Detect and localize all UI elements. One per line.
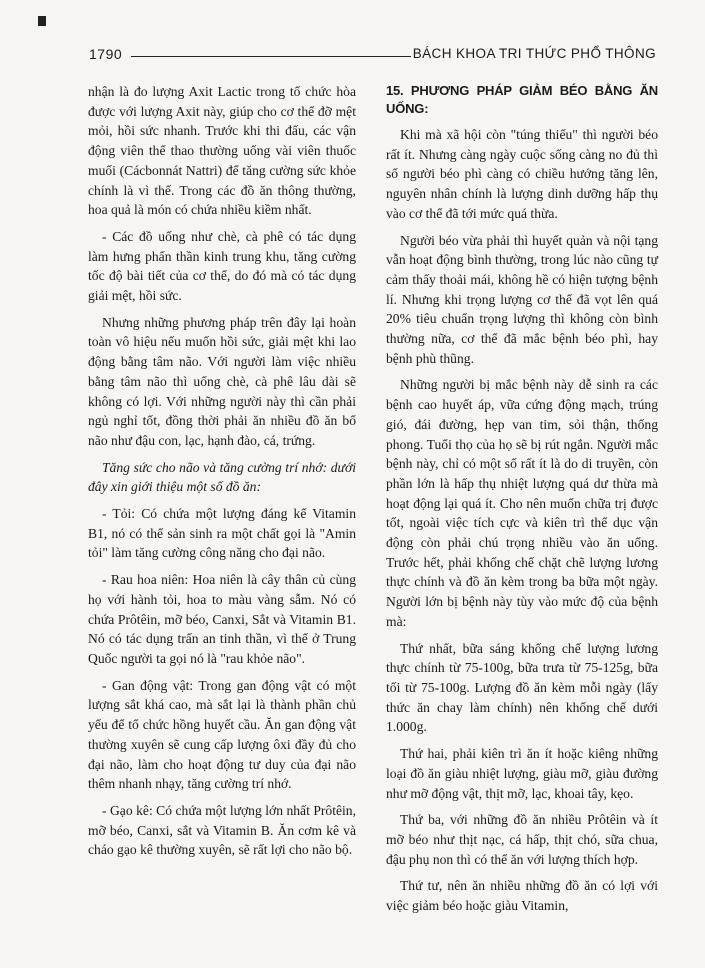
paragraph: Những người bị mắc bệnh này dễ sinh ra các bệnh cao huyết áp, vữa cứng động mạch, trúng gió, đái đường, hẹp van tim, sỏi thận, thống phong. Tuổi thọ của họ sẽ bị rút ngắn. Người mắc bệnh này, chỉ có một số rất ít là do di truyền, còn phần lớn là hấp thụ nhiệt lượng quá dư thừa mà hoạt động lại quá ít. Cho nên muốn chữa trị được tốt, ngoài việc tích cực và kiên trì thể dục vận động còn phải chú trọng nhiều vào ăn uống. Trước hết, phải khống chế chặt chẽ lượng lương thực chính và đồ ăn kèm trong ba bữa một ngày. Người lớn bị bệnh này tùy vào mức độ của bệnh mà: bbox=[386, 377, 658, 629]
paragraph: Thứ nhất, bữa sáng khống chế lượng lương thực chính từ 75-100g, bữa trưa từ 75-125g, bữa tối từ 75-100g. Lượng đồ ăn kèm mỗi ngày (lấy thức ăn chay làm chính) nên khống chế dưới 1.000g. bbox=[386, 640, 658, 735]
paragraph: - Rau hoa niên: Hoa niên là cây thân củ cùng họ với hành tỏi, hoa to màu vàng sẫm. Nó có chứa Prôtêin, mỡ béo, Canxi, Sắt và Vitamin B1. Nó có tác dụng trấn an tinh thần, vì thế ở Trung Quốc người ta gọi nó là "rau khỏe não". bbox=[88, 572, 356, 666]
running-title: BÁCH KHOA TRI THỨC PHỔ THÔNG bbox=[412, 46, 656, 61]
paragraph: Nhưng những phương pháp trên đây lại hoàn toàn vô hiệu nếu muốn hồi sức, giải mệt khi lao động bằng tâm não. Với người làm việc nhiều bằng tâm não thì uống chè, cà phê lâu dài sẽ không có lợi. Với những người này thì cần phải ngủ nghỉ tốt, đồng thời phải ăn nhiều đồ ăn bổ não như đậu con, lạc, hạnh đào, cá, trứng. bbox=[88, 314, 356, 448]
paragraph: - Các đồ uống như chè, cà phê có tác dụng làm hưng phấn thần kinh trung khu, tăng cường tốc độ bài tiết của cơ thể, do đó mà có tác dụng giải mệt, hồi sức. bbox=[88, 228, 356, 304]
paragraph-italic-intro: Tăng sức cho não và tăng cường trí nhớ: dưới đây xin giới thiệu một số đồ ăn: bbox=[88, 459, 356, 495]
paragraph: Thứ hai, phải kiên trì ăn ít hoặc kiêng những loại đồ ăn giàu nhiệt lượng, giàu mỡ, giàu đường như mỡ động vật, thịt mỡ, lạc, khoai tây, kẹo. bbox=[386, 746, 658, 801]
paragraph: - Gạo kê: Có chứa một lượng lớn nhất Prôtêin, mỡ béo, Canxi, sắt và Vitamin B. Ăn cơm kê và cháo gạo kê thường xuyên, sẽ rất lợi cho não bộ. bbox=[88, 802, 356, 858]
paragraph: Thứ ba, với những đồ ăn nhiều Prôtêin và ít mỡ béo như thịt nạc, cá hấp, thịt chó, sữa chua, đậu phụ non thì có thể ăn với lượng thích hợp. bbox=[386, 812, 658, 867]
corner-mark bbox=[38, 16, 46, 26]
page-header bbox=[89, 46, 656, 68]
paragraph: nhận là đo lượng Axit Lactic trong tổ chức hòa được với lượng Axit này, giúp cho cơ thể đỡ mệt mỏi, hồi sức nhanh. Trước khi thi đấu, các vận động viên thể thao thường uống vài viên thuốc muối (Cácbonnát Nattri) để tăng cường sức khỏe chính là vì thế. Trong các đồ ăn thông thường, hoa quả là món có chứa nhiều kiềm nhất. bbox=[88, 84, 356, 218]
paragraph: - Tỏi: Có chứa một lượng đáng kể Vitamin B1, nó có thể sản sinh ra một chất gọi là "Amin tỏi" làm tăng cường công năng cho đại não. bbox=[88, 506, 356, 561]
paragraph: - Gan động vật: Trong gan động vật có một lượng sắt khá cao, mà sắt lại là thành phần chủ yếu để tổ chức hồng huyết cầu. Ăn gan động vật thường xuyên sẽ cung cấp lượng ôxi đầy đủ cho đại não, làm cho hoạt động tư duy của đại não thêm nhanh nhạy, tăng cường trí nhớ. bbox=[88, 677, 356, 792]
left-column bbox=[88, 82, 356, 867]
paragraph: Khi mà xã hội còn "túng thiếu" thì người béo rất ít. Nhưng càng ngày cuộc sống càng no đủ thì số người béo phì càng có chiều hướng tăng lên, nguyên nhân chính là lượng dinh dưỡng hấp thụ vào cơ thể đã tới mức quá thừa. bbox=[386, 127, 658, 221]
page-number: 1790 bbox=[89, 46, 123, 62]
paragraph: Người béo vừa phải thì huyết quản và nội tạng vẫn hoạt động bình thường, trong lúc nào cũng tự cảm thấy thoải mái, không hề có hiện tượng bệnh lí. Nhưng khi trọng lượng cơ thể đã vọt lên quá 20% tiêu chuẩn trọng lượng thì không còn bình thường nữa, cơ thể đã mắc bệnh béo phì, hay bệnh phù thũng. bbox=[386, 232, 658, 366]
paragraph: Thứ tư, nên ăn nhiều những đồ ăn có lợi với việc giảm béo hoặc giàu Vitamin, bbox=[386, 878, 658, 914]
right-column bbox=[386, 82, 658, 923]
section-title: 15. PHƯƠNG PHÁP GIẢM BÉO BẰNG ĂN UỐNG: bbox=[386, 83, 658, 116]
header-rule bbox=[131, 56, 411, 57]
